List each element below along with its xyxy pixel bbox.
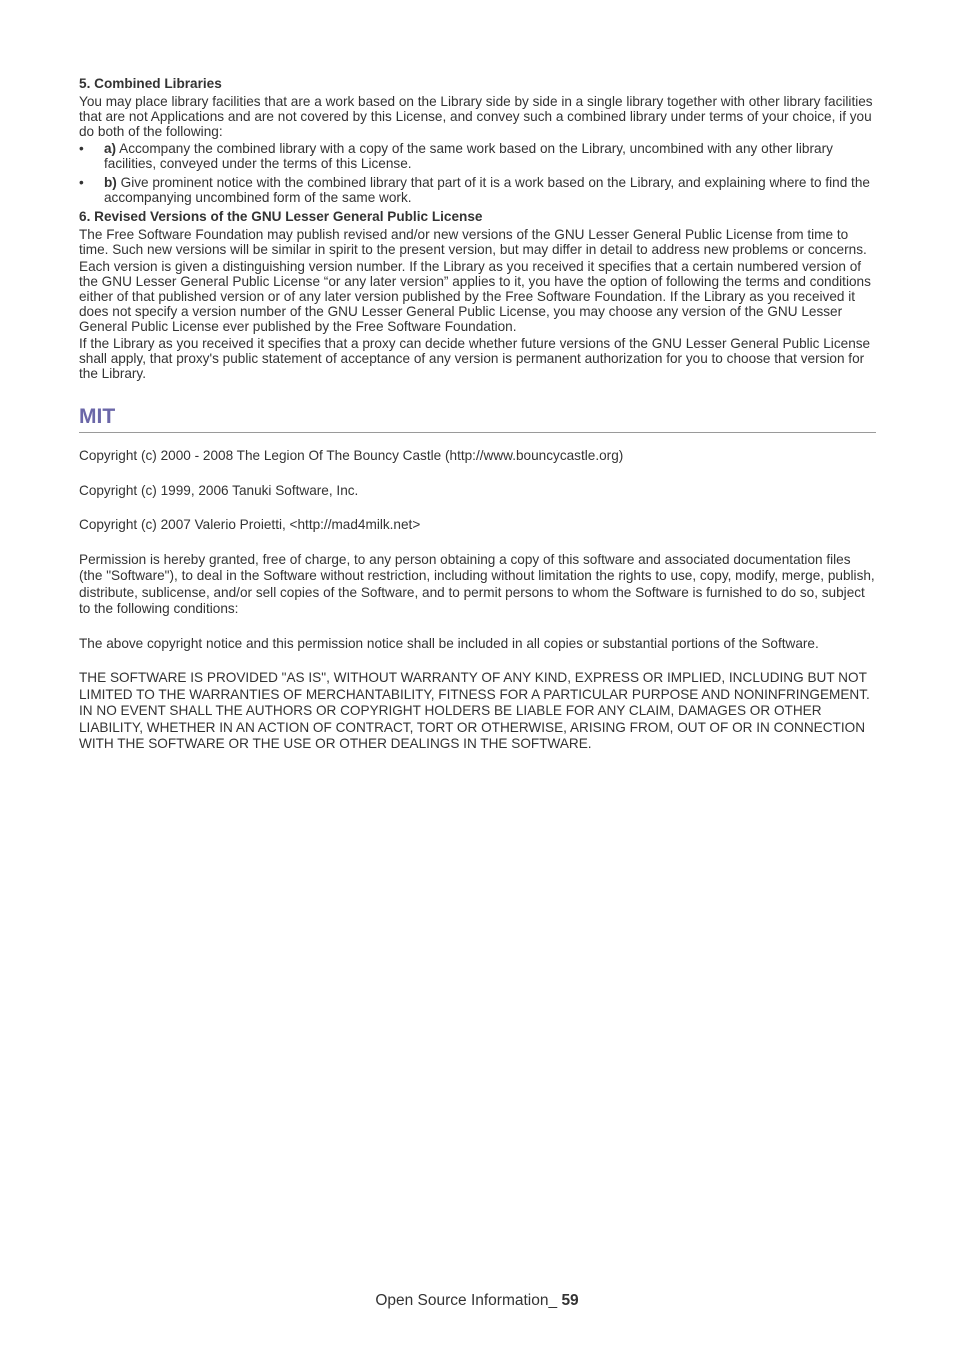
- mit-notice: The above copyright notice and this permission notice shall be included in all copies or substantial portions of the Software.: [79, 635, 819, 651]
- list-item: • a) Accompany the combined library with a copy of the same work based on the Library, uncombined with any other library facilities, conveyed under the terms of this License.: [79, 141, 833, 171]
- mit-copyright-3: Copyright (c) 2007 Valerio Proietti, <http://mad4milk.net>: [79, 517, 421, 532]
- list-item: • b) Give prominent notice with the combined library that part of it is a work based on the Library, and explaining where to find the accompanying uncombined form of the same work.: [79, 175, 870, 205]
- section-6-paragraph-2: Each version is given a distinguishing version number. If the Library as you received it specifies that a certain numbered version of the GNU Lesser General Public License “or any later version” applies to it, you have the option of following the terms and conditions either of that published version or of any later version published by the Free Software Foundation. If the Library as you received it does not specify a version number of the GNU Lesser General Public License, you may choose any version of the GNU Lesser General Public License ever published by the Free Software Foundation.: [79, 259, 871, 334]
- footer-label: Open Source Information_: [375, 1292, 558, 1309]
- section-5-list: [79, 141, 876, 205]
- mit-disclaimer: THE SOFTWARE IS PROVIDED "AS IS", WITHOUT WARRANTY OF ANY KIND, EXPRESS OR IMPLIED, INCLUDING BUT NOT LIMITED TO THE WARRANTIES OF MERCHANTABILITY, FITNESS FOR A PARTICULAR PURPOSE AND NONINFRINGEMENT. IN NO EVENT SHALL THE AUTHORS OR COPYRIGHT HOLDERS BE LIABLE FOR ANY CLAIM, DAMAGES OR OTHER LIABILITY, WHETHER IN AN ACTION OF CONTRACT, TORT OR OTHERWISE, ARISING FROM, OUT OF OR IN CONNECTION WITH THE SOFTWARE OR THE USE OR OTHER DEALINGS IN THE SOFTWARE.: [79, 670, 870, 751]
- mit-heading-block: [79, 404, 876, 433]
- section-6-paragraph-3: If the Library as you received it specifies that a proxy can decide whether future versions of the GNU Lesser General Public License shall apply, that proxy's public statement of acceptance of any version is permanent authorization for you to choose that version for the Library.: [79, 336, 871, 381]
- section-5-intro: You may place library facilities that are a work based on the Library side by side in a single library together with other library facilities that are not Applications and are not covered by this License, and convey such a combined library under terms of your choice, if you do both of the following:: [79, 94, 873, 139]
- mit-permission: Permission is hereby granted, free of charge, to any person obtaining a copy of this software and associated documentation files (the "Software"), to deal in the Software without restriction, including without limitation the rights to use, copy, modify, merge, publish, distribute, sublicense, and/or sell copies of the Software, and to permit persons to whom the Software is furnished to do so, subject to the following conditions:: [79, 551, 875, 616]
- mit-copyright-1: Copyright (c) 2000 - 2008 The Legion Of The Bouncy Castle (http://www.bouncycastle.org): [79, 448, 624, 463]
- bullet-icon: •: [79, 141, 84, 156]
- section-6-title: 6. Revised Versions of the GNU Lesser General Public License: [79, 209, 483, 224]
- page-footer: [0, 1292, 954, 1310]
- section-6-paragraph-1: The Free Software Foundation may publish revised and/or new versions of the GNU Lesser General Public License from time to time. Such new versions will be similar in spirit to the present version, but may differ in detail to address new problems or concerns.: [79, 227, 867, 257]
- mit-heading: MIT: [79, 405, 116, 428]
- mit-copyright-2: Copyright (c) 1999, 2006 Tanuki Software, Inc.: [79, 482, 359, 498]
- bullet-icon: •: [79, 175, 84, 190]
- page-number: 59: [561, 1292, 579, 1309]
- document-page: [79, 76, 876, 753]
- section-5-title: 5. Combined Libraries: [79, 76, 222, 91]
